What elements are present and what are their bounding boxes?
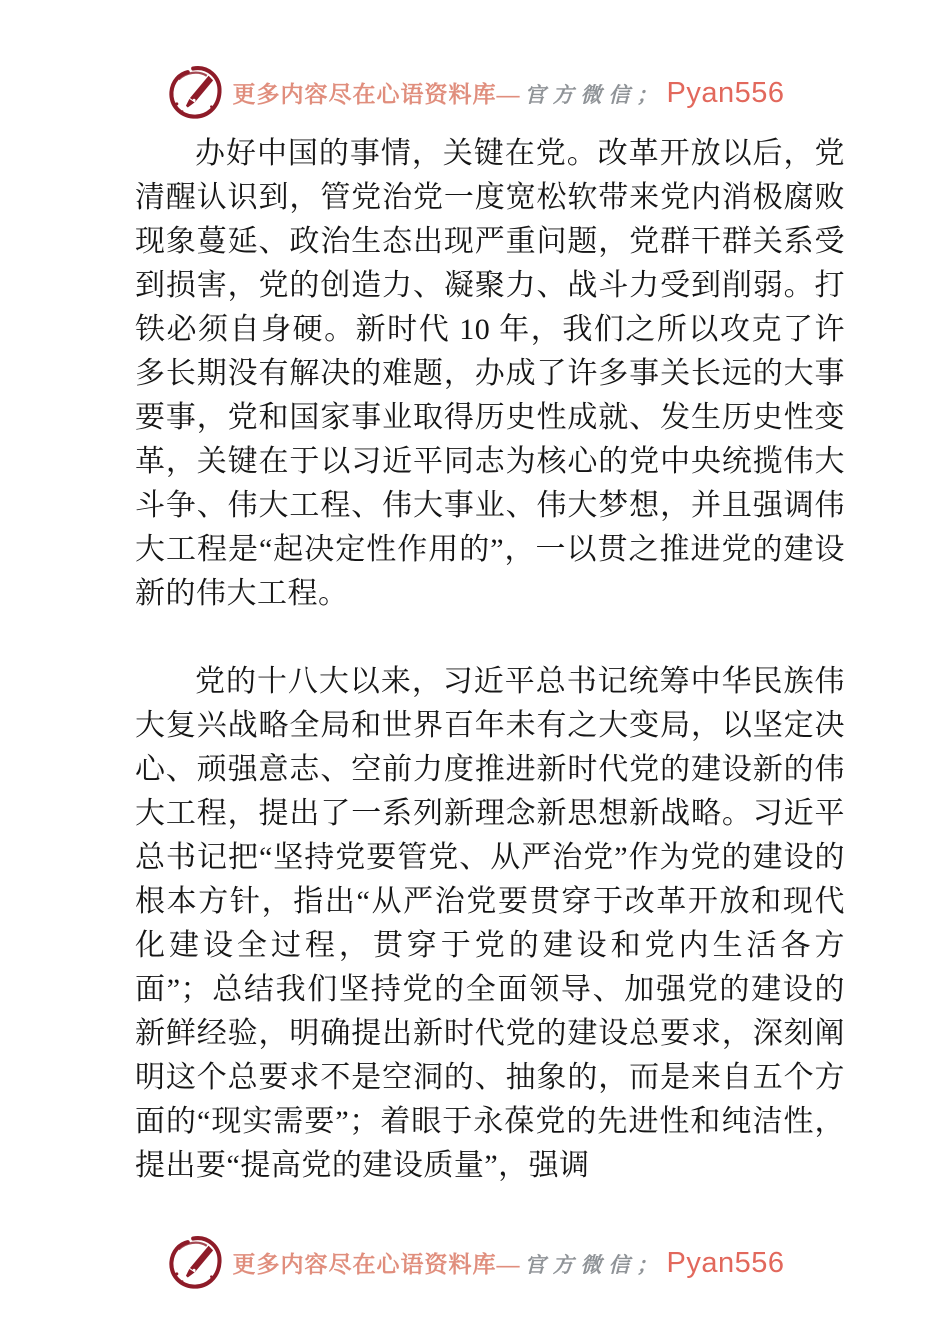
watermark-brand-text: 更多内容尽在心语资料库— (232, 1252, 521, 1277)
watermark-channel-label: 官方微信； (524, 82, 665, 107)
footer-watermark (0, 1234, 950, 1292)
watermark-wechat-id: Pyan556 (666, 1247, 785, 1279)
watermark-text (233, 1246, 785, 1280)
watermark-wechat-id: Pyan556 (666, 77, 785, 109)
document-body (0, 132, 950, 1188)
pen-swirl-logo-icon (166, 64, 224, 122)
watermark-channel-label: 官方微信； (524, 1252, 665, 1277)
paragraph-1: 办好中国的事情，关键在党。改革开放以后，党清醒认识到，管党治党一度宽松软带来党内消极腐败现象蔓延、政治生态出现严重问题，党群干群关系受到损害，党的创造力、凝聚力、战斗力受到削弱。打铁必须自身硬。新时代 10 年，我们之所以攻克了许多长期没有解决的难题，办成了许多事关长远的大事要事，党和国家事业取得历史性成就、发生历史性变革，关键在于以习近平同志为核心的党中央统揽伟大斗争、伟大工程、伟大事业、伟大梦想，并且强调伟大工程是“起决定性作用的”，一以贯之推进党的建设新的伟大工程。 (135, 137, 845, 610)
pen-swirl-logo-icon (166, 1234, 224, 1292)
watermark-text (233, 76, 785, 110)
paragraph-2: 党的十八大以来，习近平总书记统筹中华民族伟大复兴战略全局和世界百年未有之大变局，以坚定决心、顽强意志、空前力度推进新时代党的建设新的伟大工程，提出了一系列新理念新思想新战略。习近平总书记把“坚持党要管党、从严治党”作为党的建设的根本方针，指出“从严治党要贯穿于改革开放和现代化建设全过程，贯穿于党的建设和党内生活各方面”；总结我们坚持党的全面领导、加强党的建设的新鲜经验，明确提出新时代党的建设总要求，深刻阐明这个总要求不是空洞的、抽象的，而是来自五个方面的“现实需要”；着眼于永葆党的先进性和纯洁性，提出要“提高党的建设质量”，强调 (135, 665, 845, 1182)
header-watermark (0, 0, 950, 122)
watermark-brand-text: 更多内容尽在心语资料库— (232, 82, 521, 107)
